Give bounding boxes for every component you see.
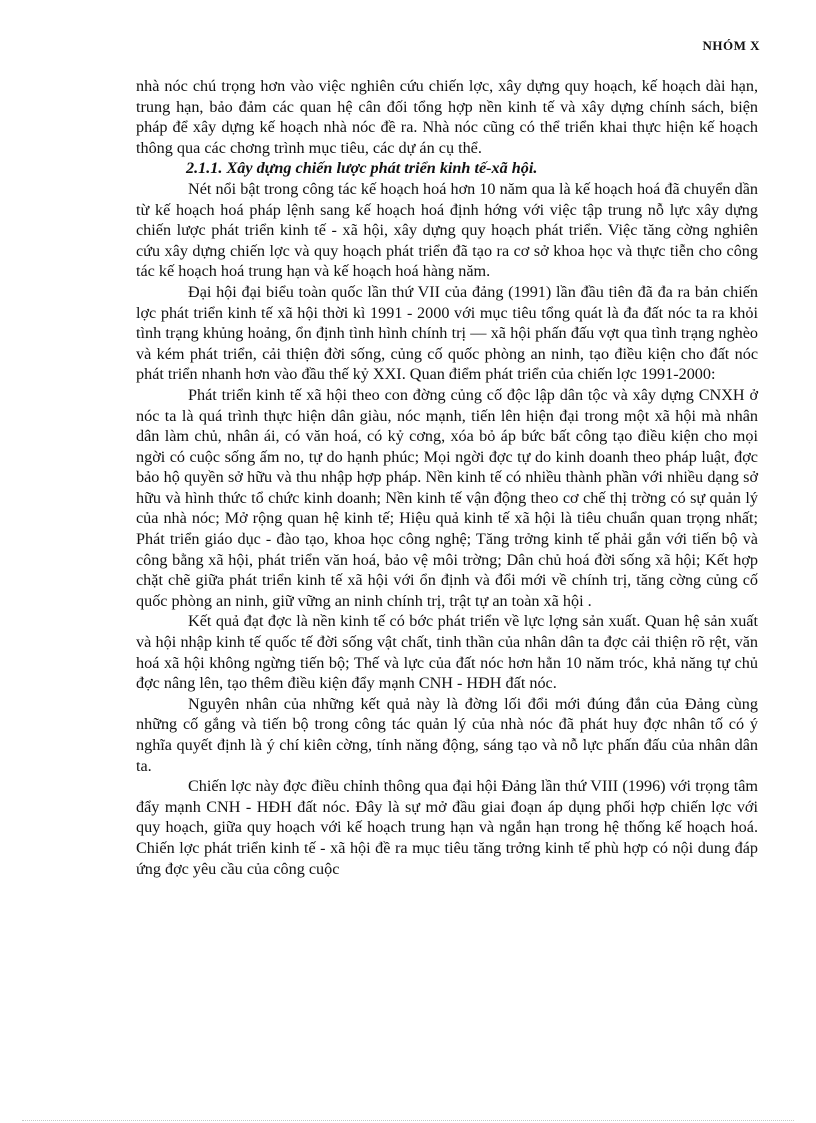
document-body (136, 76, 758, 879)
paragraph: Nguyên nhân của những kết quả này là đờng lối đổi mới đúng đắn của Đảng cùng những cố gắng và tiến bộ trong công tác quản lý của nhà nóc đã phát huy đợc nhân tố có ý nghĩa quyết định là ý chí kiên cờng, tính năng động, sáng tạo và nỗ lực phấn đấu của nhân dân ta. (136, 694, 758, 775)
paragraph: Phát triển kinh tế xã hội theo con đờng củng cố độc lập dân tộc và xây dựng CNXH ở nóc ta là quá trình thực hiện dân giàu, nóc mạnh, tiến lên hiện đại trong một xã hội mà nhân dân làm chủ, nhân ái, có văn hoá, có kỷ cơng, xóa bỏ áp bức bất công tạo điều kiện cho mọi ngời có cuộc sống ấm no, tự do hạnh phúc; Mọi ngời đợc tự do kinh doanh theo pháp luật, đợc bảo hộ quyền sở hữu và thu nhập hợp pháp. Nền kinh tế có nhiều thành phần với nhiều dạng sở hữu và hình thức tổ chức kinh doanh; Nền kinh tế vận động theo cơ chế thị trờng có sự quản lý của nhà nóc; Mở rộng quan hệ kinh tế; Hiệu quả kinh tế xã hội là tiêu chuẩn quan trọng nhất; Phát triển giáo dục - đào tạo, khoa học công nghệ; Tăng trởng kinh tế phải gắn với tiến bộ và công bằng xã hội, phát triển văn hoá, bảo vệ môi trờng; Dân chủ hoá đời sống xã hội; Kết hợp chặt chẽ giữa phát triển kinh tế xã hội với ổn định và đổi mới về chính trị, tăng cờng củng cố quốc phòng an ninh, giữ vững an ninh chính trị, trật tự an toàn xã hội . (136, 385, 758, 610)
paragraph-intro: nhà nóc chú trọng hơn vào việc nghiên cứu chiến lợc, xây dựng quy hoạch, kế hoạch dài hạn, trung hạn, bảo đảm các quan hệ cân đối tổng hợp nền kinh tế và xây dựng chính sách, biện pháp để xây dựng kế hoạch nhà nóc đề ra. Nhà nóc cũng có thể triển khai thực hiện kế hoạch thông qua các chơng trình mục tiêu, các dự án cụ thể. (136, 77, 758, 157)
page-bottom-divider (22, 1120, 794, 1121)
paragraph: Nét nổi bật trong công tác kế hoạch hoá hơn 10 năm qua là kế hoạch hoá đã chuyển dần từ kế hoạch hoá pháp lệnh sang kế hoạch hoá định hớng với việc tập trung nỗ lực xây dựng chiến lược phát triển kinh tế - xã hội, xây dựng quy hoạch phát triển. Việc tăng cờng nghiên cứu xây dựng chiến lợc và quy hoạch phát triển đã tạo ra cơ sở khoa học và thực tiễn cho công tác kế hoạch hoá trung hạn và kế hoạch hoá hàng năm. (136, 179, 758, 281)
paragraph: Đại hội đại biểu toàn quốc lần thứ VII của đảng (1991) lần đầu tiên đã đa ra bản chiến lợc phát triển kinh tế xã hội thời kì 1991 - 2000 với mục tiêu tổng quát là đa đất nóc ta ra khỏi tình trạng khủng hoảng, ổn định tình hình chính trị — xã hội phấn đấu vợt qua tình trạng nghèo và kém phát triển, cải thiện đời sống, củng cố quốc phòng an ninh, tạo điều kiện cho đất nóc phát triển nhanh hơn vào đầu thế kỷ XXI. Quan điểm phát triển của chiến lợc 1991-2000: (136, 282, 758, 384)
paragraph: Kết quả đạt đợc là nền kinh tế có bớc phát triển về lực lợng sản xuất. Quan hệ sản xuất và hội nhập kinh tế quốc tế đời sống vật chất, tinh thần của nhân dân ta đợc cải thiện rõ rệt, văn hoá xã hội không ngừng tiến bộ; Thế và lực của đất nóc hơn hẳn 10 năm tróc, khả năng tự chủ đợc nâng lên, tạo thêm điều kiện đẩy mạnh CNH - HĐH đất nóc. (136, 612, 758, 693)
section-heading: 2.1.1. Xây dựng chiến lược phát triển kinh tế-xã hội. (186, 159, 538, 178)
page-header-group: NHÓM X (702, 38, 760, 53)
paragraph: Chiến lợc này đợc điều chỉnh thông qua đại hội Đảng lần thứ VIII (1996) với trọng tâm đẩy mạnh CNH - HĐH đất nóc. Đây là sự mở đầu giai đoạn áp dụng phối hợp chiến lợc với quy hoạch, giữa quy hoạch với kế hoạch trung hạn và ngắn hạn trong hệ thống kế hoạch hoá. Chiến lợc phát triển kinh tế - xã hội đề ra mục tiêu tăng trởng kinh tế phù hợp có nội dung đáp ứng đợc yêu cầu của công cuộc (136, 777, 758, 878)
